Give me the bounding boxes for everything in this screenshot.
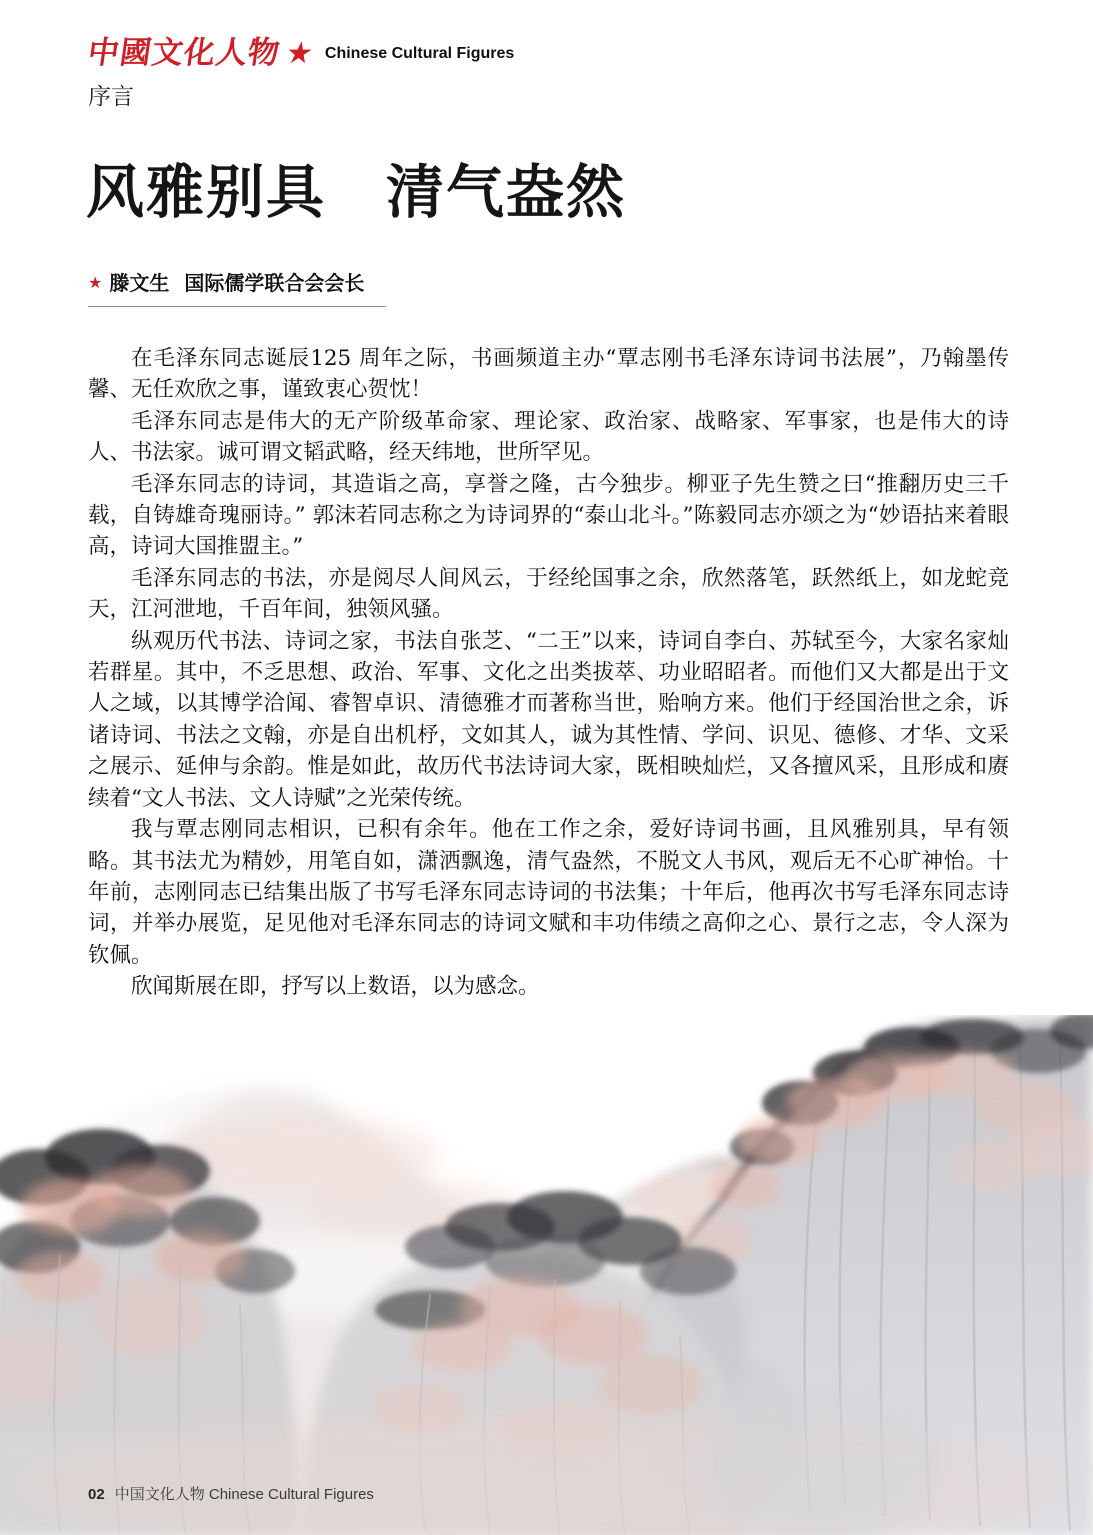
paragraph: 毛泽东同志的诗词，其造诣之高，享誉之隆，古今独步。柳亚子先生赞之曰“推翻历史三千载，自铸雄奇瑰丽诗。” 郭沫若同志称之为诗词界的“泰山北斗。”陈毅同志亦颂之为“妙语拈来着眼高，诗词大国推盟主。” bbox=[88, 471, 1009, 560]
paragraph: 欣闻斯展在即，抒写以上数语，以为感念。 bbox=[131, 974, 540, 1000]
paragraph: 毛泽东同志是伟大的无产阶级革命家、理论家、政治家、战略家、军事家，也是伟大的诗人、书法家。诚可谓文韬武略，经天纬地，世所罕见。 bbox=[88, 408, 1009, 466]
paragraph: 在毛泽东同志诞辰125 周年之际，书画频道主办“覃志刚书毛泽东诗词书法展”，乃翰墨传馨、无任欢欣之事，谨致衷心贺忱！ bbox=[88, 346, 1009, 403]
page-footer bbox=[88, 1483, 374, 1504]
brand-header bbox=[85, 35, 515, 71]
section-label: 序言 bbox=[88, 83, 134, 109]
paragraph: 我与覃志刚同志相识，已积有余年。他在工作之余，爱好诗词书画，且风雅别具，早有领略。其书法尤为精妙，用笔自如，潇洒飘逸，清气盎然，不脱文人书风，观后无不心旷神怡。十年前，志刚同志已结集出版了书写毛泽东同志诗词的书法集；十年后，他再次书写毛泽东同志诗词，并举办展览，足见他对毛泽东同志的诗词文赋和丰功伟绩之高仰之心、景行之志，令人深为钦佩。 bbox=[88, 817, 1009, 968]
ink-wash-mountain-painting bbox=[0, 1015, 1093, 1535]
footer-text: 中国文化人物 Chinese Cultural Figures bbox=[114, 1486, 374, 1503]
star-icon: ★ bbox=[283, 35, 317, 71]
byline-author: 滕文生 bbox=[109, 273, 170, 295]
brand-subtitle: Chinese Cultural Figures bbox=[324, 44, 515, 62]
brand-logo: 中國文化人物 bbox=[85, 35, 283, 71]
paragraph: 毛泽东同志的书法，亦是阅尽人间风云，于经纶国事之余，欣然落笔，跃然纸上，如龙蛇竞天，江河泄地，千百年间，独领风骚。 bbox=[88, 565, 1009, 623]
byline-author-title: 国际儒学联合会会长 bbox=[184, 273, 365, 295]
byline bbox=[88, 267, 386, 307]
article-body bbox=[88, 343, 1009, 1003]
paragraph: 纵观历代书法、诗词之家，书法自张芝、“二王”以来，诗词自李白、苏轼至今，大家名家灿若群星。其中，不乏思想、政治、军事、文化之出类拔萃、功业昭昭者。而他们又大都是出于文人之域，以其博学洽闻、睿智卓识、清德雅才而著称当世，贻响方来。他们于经国治世之余，诉诸诗词、书法之文翰，亦是自出机杼，文如其人，诚为其性情、学问、识见、德修、才华、文采之展示、延伸与余韵。惟是如此，故历代书法诗词大家，既相映灿烂，又各擅风采，且形成和赓续着“文人书法、文人诗赋”之光荣传统。 bbox=[88, 628, 1009, 811]
page-number: 02 bbox=[88, 1486, 105, 1503]
article-title: 风雅别具 清气盎然 bbox=[86, 158, 627, 226]
star-icon: ★ bbox=[88, 275, 103, 292]
